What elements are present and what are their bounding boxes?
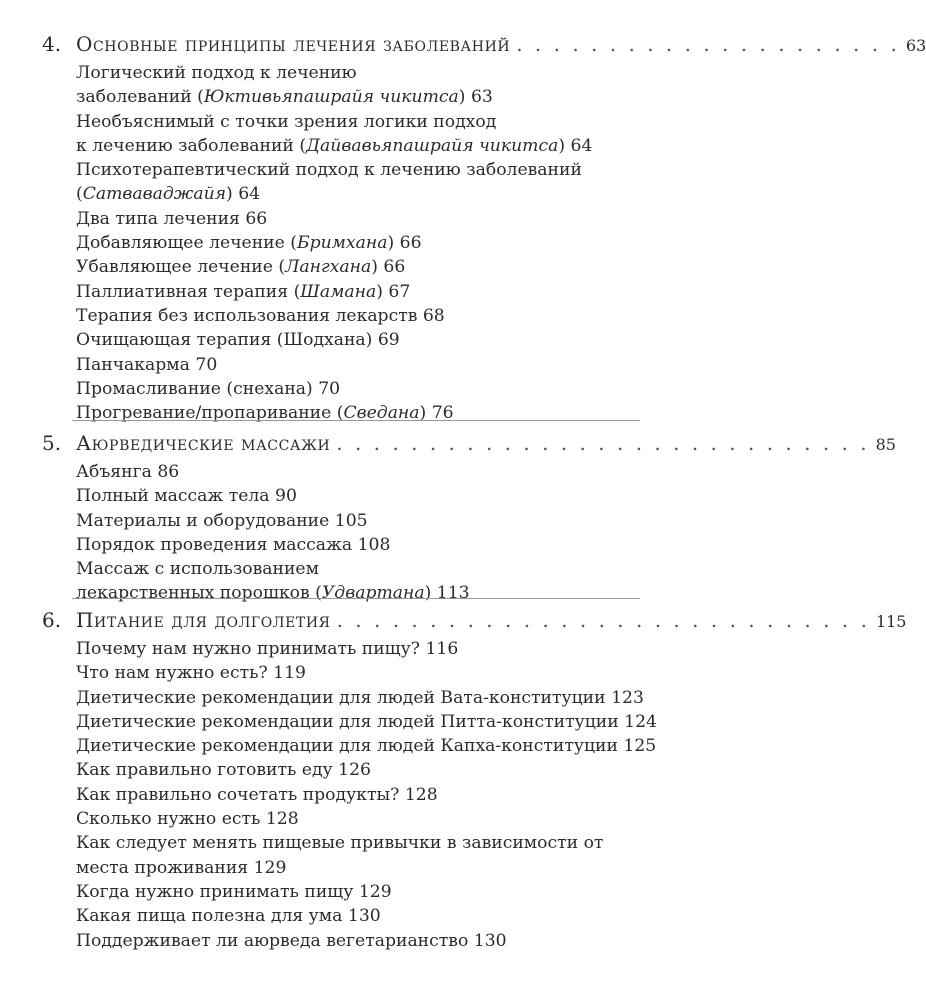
chapter-title: Аюрведические массажи: [76, 431, 331, 455]
toc-entry: Промасливание (снехана) 70: [76, 378, 341, 399]
toc-entry: Убавляющее лечение (Лангхана) 66: [76, 257, 406, 278]
chapter-heading: [42, 30, 926, 58]
toc-entry: лекарственных порошков (Удвартана) 113: [76, 583, 470, 604]
entry-page-number: 108: [357, 534, 391, 555]
dot-leader: . . . . . . . . . . . . . . . . . . . . .: [516, 32, 900, 56]
entry-page-number: 70: [195, 354, 218, 375]
toc-entry: Массаж с использованием: [76, 559, 319, 580]
entry-page-number: 129: [253, 857, 287, 878]
entry-page-number: 128: [404, 784, 438, 805]
entry-page-number: 64: [238, 184, 261, 205]
entry-page-number: 116: [425, 639, 459, 659]
section-divider: [72, 420, 640, 421]
toc-entry: Абъянга 86: [76, 462, 180, 482]
chapter-number: 4.: [42, 32, 62, 56]
entry-page-number: 119: [273, 663, 306, 684]
entry-list: [76, 61, 666, 425]
toc-entry: Почему нам нужно принимать пищу? 116: [76, 639, 459, 659]
chapter-heading: [42, 606, 907, 634]
toc-entry: Очищающая терапия (Шодхана) 69: [76, 330, 400, 351]
entry-page-number: 105: [334, 510, 368, 531]
toc-entry: Диетические рекомендации для людей Вата-конституции 123: [76, 687, 644, 708]
toc-entry: Прогревание/пропаривание (Сведана) 76: [76, 403, 454, 424]
toc-entry: Сколько нужно есть 128: [76, 809, 299, 830]
entry-page-number: 64: [570, 135, 593, 156]
chapter-number: 6.: [42, 608, 62, 632]
entry-page-number: 130: [473, 930, 507, 951]
toc-entry: (Сатваваджайя) 64: [76, 184, 261, 205]
toc-entry: Материалы и оборудование 105: [76, 510, 368, 531]
entry-page-number: 68: [422, 305, 445, 326]
toc-entry: Как правильно готовить еду 126: [76, 760, 371, 781]
entry-page-number: 124: [624, 711, 657, 732]
entry-page-number: 125: [623, 736, 657, 757]
chapter-page-number: 115: [875, 612, 907, 631]
entry-list: [76, 460, 666, 606]
toc-entry: Диетические рекомендации для людей Питта-конституции 124: [76, 711, 657, 732]
toc-entry: Психотерапевтический подход к лечению заболеваний: [76, 160, 582, 181]
entry-page-number: 67: [388, 281, 411, 302]
toc-entry: к лечению заболеваний (Дайвавьяпашрайя чикитса) 64: [76, 135, 593, 156]
toc-entry: Панчакарма 70: [76, 354, 218, 375]
toc-entry: Поддерживает ли аюрведа вегетарианство 130: [76, 930, 507, 951]
toc-entry: Диетические рекомендации для людей Капха-конституции 125: [76, 736, 657, 757]
toc-entry: Какая пища полезна для ума 130: [76, 906, 381, 927]
chapter-title: Питание для долголетия: [76, 608, 331, 632]
entry-page-number: 126: [338, 760, 371, 781]
toc-entry: Необъяснимый с точки зрения логики подход: [76, 111, 497, 132]
entry-page-number: 128: [265, 809, 299, 830]
entry-page-number: 113: [436, 583, 470, 604]
entry-page-number: 123: [611, 687, 644, 708]
toc-entry: места проживания 129: [76, 857, 287, 878]
chapter-page-number: 85: [875, 435, 896, 454]
dot-leader: . . . . . . . . . . . . . . . . . . . . . . . . . . . . .: [336, 431, 870, 455]
entry-page-number: 129: [358, 881, 392, 902]
toc-entry: Как правильно сочетать продукты? 128: [76, 784, 438, 805]
entry-page-number: 76: [431, 403, 454, 424]
toc-entry: Что нам нужно есть? 119: [76, 663, 306, 684]
section-divider: [72, 598, 640, 599]
entry-page-number: 66: [245, 208, 268, 229]
entry-page-number: 130: [347, 906, 381, 927]
toc-entry: Добавляющее лечение (Бримхана) 66: [76, 233, 422, 254]
toc-entry: Логический подход к лечению: [76, 63, 357, 83]
entry-page-number: 66: [383, 257, 406, 278]
dot-leader: . . . . . . . . . . . . . . . . . . . . . . . . . . . . .: [336, 608, 870, 632]
entry-page-number: 90: [275, 486, 297, 507]
chapter-number: 5.: [42, 431, 62, 455]
chapter-heading: [42, 429, 896, 457]
entry-page-number: 63: [470, 87, 493, 108]
entry-page-number: 86: [157, 462, 180, 482]
toc-entry: Как следует менять пищевые привычки в зависимости от: [76, 833, 604, 854]
entry-page-number: 70: [318, 378, 341, 399]
toc-entry: заболеваний (Юктивьяпашрайя чикитса) 63: [76, 87, 493, 108]
toc-entry: Когда нужно принимать пищу 129: [76, 881, 392, 902]
chapter-page-number: 63: [905, 36, 926, 55]
toc-entry: Терапия без использования лекарств 68: [76, 305, 445, 326]
chapter-title: Основные принципы лечения заболеваний: [76, 32, 511, 56]
toc-entry: Паллиативная терапия (Шамана) 67: [76, 281, 411, 302]
toc-entry: Полный массаж тела 90: [76, 486, 297, 507]
entry-page-number: 69: [377, 330, 400, 351]
entry-list: [76, 637, 666, 953]
entry-page-number: 66: [399, 233, 422, 254]
toc-entry: Порядок проведения массажа 108: [76, 534, 391, 555]
toc-entry: Два типа лечения 66: [76, 208, 268, 229]
